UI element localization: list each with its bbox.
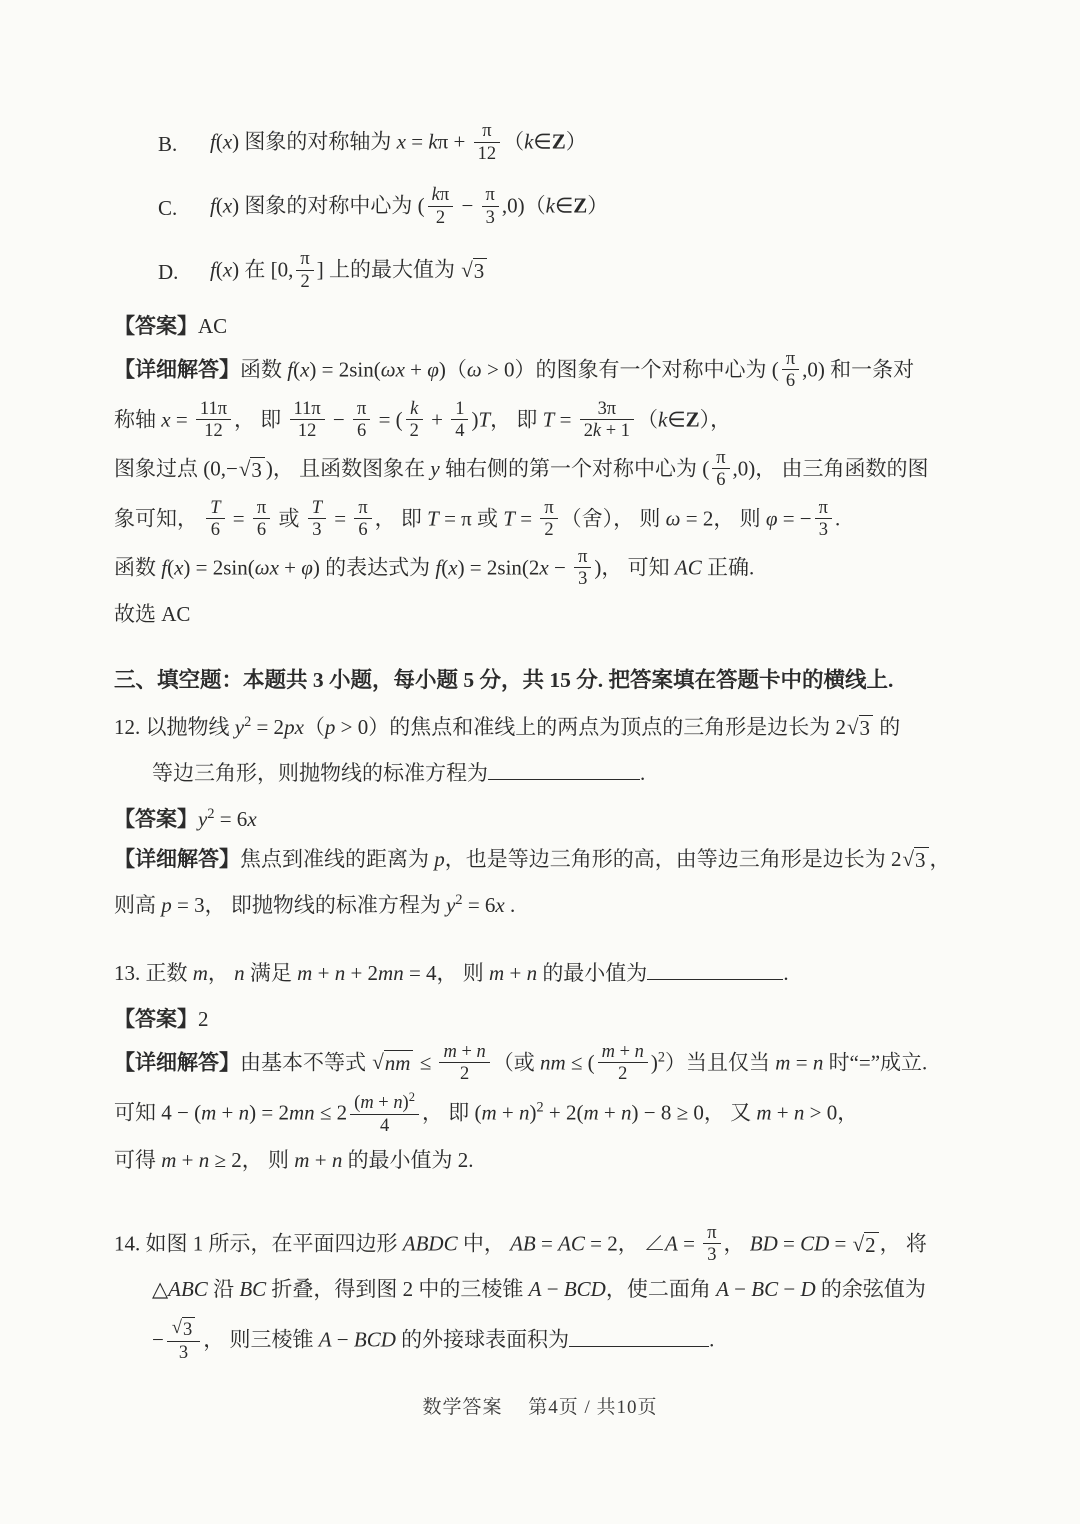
option-d-label: D. bbox=[158, 259, 179, 284]
q11-solution-line3: 图象过点 (0,− √ 3 )， 且函数图象在 y 轴右侧的第一个对称中心为 ( $\frac{\pi}{6}$ ,0)， 由三角函数的图 bbox=[114, 447, 929, 490]
option-d bbox=[114, 246, 994, 298]
q13-line1: 13. 正数 m， n 满足 m + n + 2mn = 4， 则 m + n 的最小值为 . bbox=[114, 957, 994, 997]
option-b-math: f(x) 图象的对称轴为 x = kπ + $\frac{\pi}{12}$ （k∈Z） bbox=[210, 120, 587, 163]
option-b bbox=[114, 118, 994, 170]
q11-solution-line1: 【详细解答】函数 f(x) = 2sin(ωx + φ)（ω > 0）的图象有一个对称中心为 ( $\frac{\pi}{6}$ ,0) 和一条对 bbox=[114, 348, 915, 391]
q12-answer: 【答案】$y^2 = 6x$ bbox=[114, 805, 257, 831]
q12-solution-line1: 【详细解答】焦点到准线的距离为 p，也是等边三角形的高，由等边三角形是边长为 2 √ 3 ， bbox=[114, 846, 951, 872]
q11-solution-line5: 函数 f(x) = 2sin(ωx + φ) 的表达式为 f(x) = 2sin(2x − $\frac{\pi}{3}$ )， 可知 AC 正确. bbox=[114, 546, 755, 589]
q11-solution-line4: 象可知， $\frac{T}{6}$ = $\frac{\pi}{6}$ 或 $\frac{T}{3}$ = $\frac{\pi}{6}$ ， 即 T = π 或 T = $\frac{\pi}{2}$ （舍）， 则 ω = 2， 则 φ = − $\frac{\pi}{3}$ . bbox=[114, 496, 841, 539]
question-13 bbox=[114, 957, 994, 1184]
option-c bbox=[114, 182, 994, 234]
footer-doc-label: 数学答案 bbox=[422, 1397, 503, 1418]
q11-answer: 【答案】AC bbox=[114, 314, 228, 338]
q13-solution-line2: 可知 4 − (m + n) = 2mn ≤ 2 $\frac{(m + n)^2}{4}$ ， 即 $(m + n)^2 + 2(m + n) - 8 \ge 0$， 又 m + n > 0， bbox=[114, 1090, 859, 1135]
q11-conclusion: 故选 AC bbox=[114, 601, 191, 626]
question-14 bbox=[114, 1221, 994, 1365]
q12-line2: 等边三角形，则抛物线的标准方程为 . bbox=[114, 757, 994, 797]
q13-answer: 【答案】2 bbox=[114, 1006, 209, 1031]
q11-solution-line2: 称轴 x = $\frac{11\pi}{12}$ ， 即 $\frac{11\pi}{12}$ − $\frac{\pi}{6}$ = ( $\frac{k}{2}$ + $\frac{1}{4}$ )T， 即 T = $\frac{3\pi}{2k + 1}$ （k∈Z）， bbox=[114, 397, 732, 440]
section-3-heading: 三、填空题：本题共 3 小题，每小题 5 分，共 15 分. 把答案填在答题卡中的横线上. bbox=[114, 667, 894, 692]
q12-line1: 12. 以抛物线 $y^2 = 2px(p > 0)$的焦点和准线上的两点为顶点的三角形是边长为 2 √ 3 的 bbox=[114, 713, 901, 740]
q13-solution-line3: 可得 m + n ≥ 2， 则 m + n 的最小值为 2. bbox=[114, 1147, 474, 1172]
option-d-math: f(x) 在 [0, $\frac{\pi}{2}$ ] 上的最大值为 √ 3 bbox=[210, 250, 488, 294]
q14-line1: 14. 如图 1 所示，在平面四边形 ABDC 中， AB = AC = 2， ∠A = $\frac{\pi}{3}$ ， BD = CD = √ 2 ， 将 bbox=[114, 1221, 927, 1265]
option-c-math: f(x) 图象的对称中心为 ( $\frac{k\pi}{2}$ − $\frac{\pi}{3}$ ,0)（k∈Z） bbox=[210, 184, 609, 227]
q11-options bbox=[114, 118, 994, 298]
option-b-label: B. bbox=[158, 131, 178, 156]
q14-line2: △ABC 沿 BC 折叠，得到图 2 中的三棱锥 A − BCD，使二面角 A − BC − D 的余弦值为 bbox=[152, 1277, 926, 1302]
question-12 bbox=[114, 711, 994, 929]
q14-line3: − √ 3 3 ， 则三棱锥 A − BCD 的外接球表面积为 . bbox=[152, 1317, 715, 1362]
q12-solution-line2: 则高 p = 3， 即抛物线的标准方程为 $y^2 = 6x$ . bbox=[114, 891, 516, 917]
exam-content bbox=[114, 118, 994, 1371]
option-c-label: C. bbox=[158, 195, 178, 220]
footer-page-info: 第4页 / 共10页 bbox=[528, 1397, 658, 1418]
q13-solution-line1: 【详细解答】由基本不等式 √ nm ≤ $\frac{m + n}{2}$ （或 nm ≤ ( $\frac{m + n}{2}$ )$^2$）当且仅当 m = n 时“=”成立. bbox=[114, 1040, 928, 1084]
page-footer bbox=[0, 1392, 1080, 1419]
